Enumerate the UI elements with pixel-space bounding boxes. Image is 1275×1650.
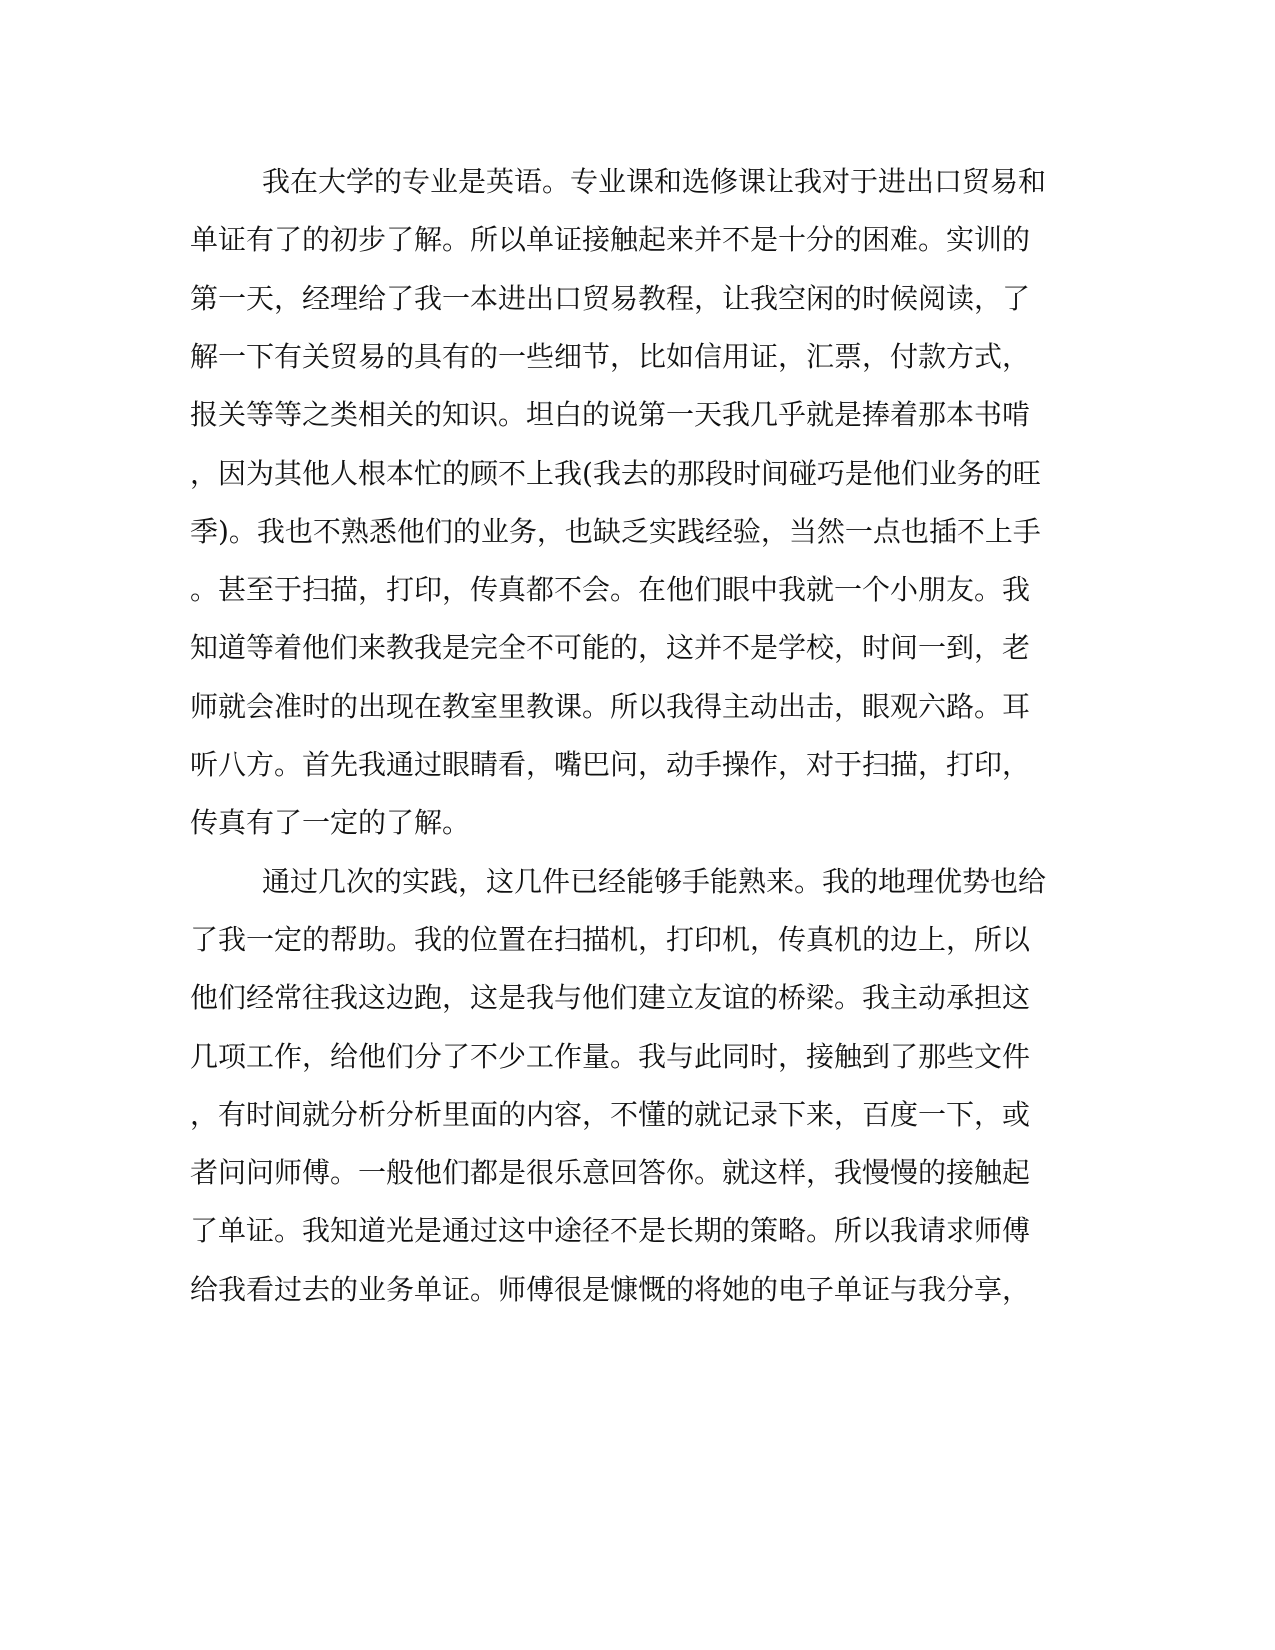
text-line: ，因为其他人根本忙的顾不上我(我去的那段时间碰巧是他们业务的旺 [190,456,1041,490]
text-line: 知道等着他们来教我是完全不可能的，这并不是学校，时间一到，老 [190,631,1031,665]
text-line: 单证有了的初步了解。所以单证接触起来并不是十分的困难。实训的 [190,223,1031,257]
text-line: 。甚至于扫描，打印，传真都不会。在他们眼中我就一个小朋友。我 [190,573,1031,607]
text-line: 通过几次的实践，这几件已经能够手能熟来。我的地理优势也给 [262,864,1047,898]
text-line: ，有时间就分析分析里面的内容，不懂的就记录下来，百度一下，或 [190,1097,1031,1131]
text-line: 报关等等之类相关的知识。坦白的说第一天我几乎就是捧着那本书啃 [190,398,1031,432]
text-line: 季)。我也不熟悉他们的业务，也缺乏实践经验，当然一点也插不上手 [190,514,1041,548]
text-line: 了我一定的帮助。我的位置在扫描机，打印机，传真机的边上，所以 [190,922,1031,956]
text-line: 我在大学的专业是英语。专业课和选修课让我对于进出口贸易和 [262,165,1047,198]
text-line: 解一下有关贸易的具有的一些细节，比如信用证，汇票，付款方式， [190,339,1031,373]
text-line: 了单证。我知道光是通过这中途径不是长期的策略。所以我请求师傅 [190,1214,1031,1248]
text-line: 几项工作，给他们分了不少工作量。我与此同时，接触到了那些文件 [190,1039,1031,1073]
text-line: 师就会准时的出现在教室里教课。所以我得主动出击，眼观六路。耳 [190,689,1031,723]
text-line: 听八方。首先我通过眼睛看，嘴巴问，动手操作，对于扫描，打印， [190,748,1031,781]
text-line: 给我看过去的业务单证。师傅很是慷慨的将她的电子单证与我分享， [190,1272,1031,1306]
text-line: 者问问师傅。一般他们都是很乐意回答你。就这样，我慢慢的接触起 [190,1156,1031,1190]
text-line: 他们经常往我这边跑，这是我与他们建立友谊的桥梁。我主动承担这 [190,981,1031,1015]
text-line: 传真有了一定的了解。 [190,806,471,840]
text-line: 第一天，经理给了我一本进出口贸易教程，让我空闲的时候阅读，了 [190,281,1031,315]
